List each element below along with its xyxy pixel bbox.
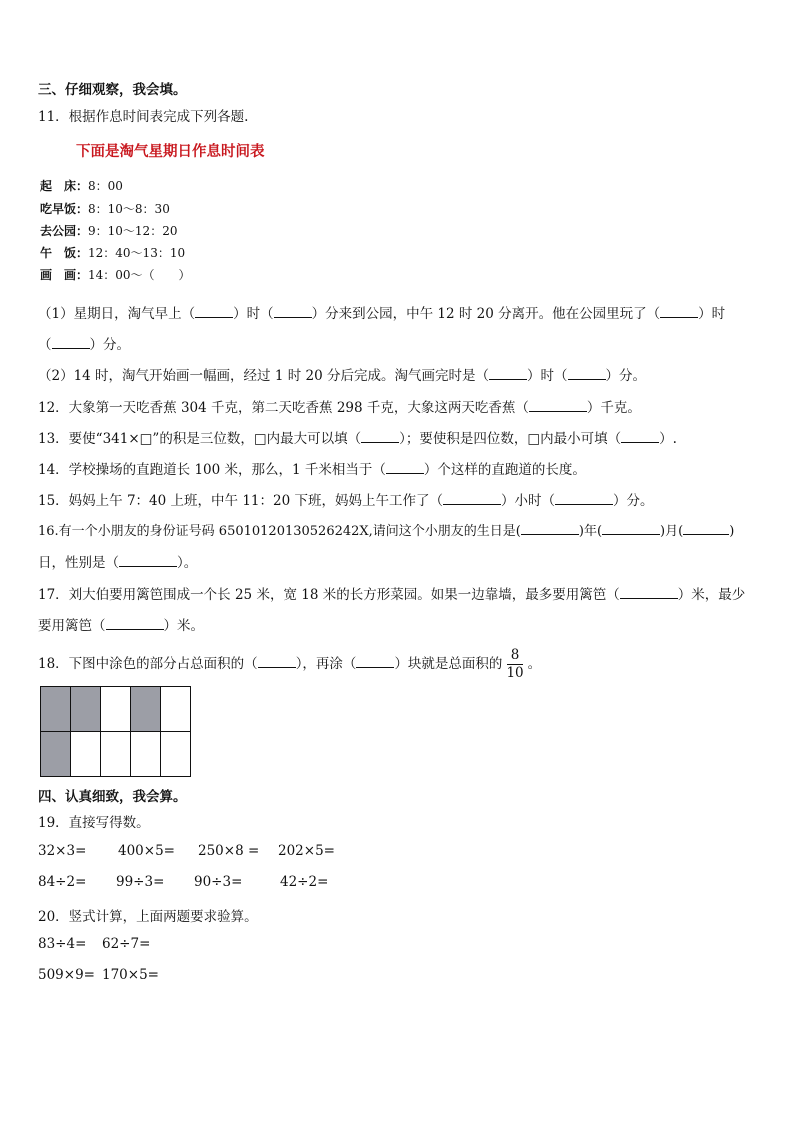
answer-blank[interactable] (274, 306, 312, 318)
question-11-1-cont: （ ）分。 (38, 337, 130, 353)
calc-row (38, 936, 150, 952)
fraction-denominator: 10 (506, 665, 524, 681)
schedule-row: 午 饭：12：40～13：10 (40, 246, 186, 260)
answer-blank[interactable] (568, 368, 606, 380)
answer-blank[interactable] (660, 306, 698, 318)
calc-item: 202×5= (278, 843, 335, 859)
answer-blank[interactable] (555, 493, 613, 505)
answer-blank[interactable] (620, 587, 678, 599)
answer-blank[interactable] (52, 337, 90, 349)
question-17-cont: 要用篱笆（ ）米。 (38, 618, 204, 634)
grid-cell (131, 732, 161, 777)
grid-cell (161, 687, 191, 732)
calc-row (38, 843, 335, 859)
calc-item: 62÷7= (102, 936, 151, 952)
question-16-cont: 日，性别是（ ）。 (38, 555, 198, 571)
grid-cell (161, 732, 191, 777)
question-12: 12．大象第一天吃香蕉 304 千克，第二天吃香蕉 298 千克，大象这两天吃香蕉（ ）千克。 (38, 400, 641, 416)
calc-row (38, 967, 159, 983)
question-17: 17．刘大伯要用篱笆围成一个长 25 米，宽 18 米的长方形菜园。如果一边靠墙，最多要用篱笆（ ）米，最少 (38, 587, 746, 603)
answer-blank[interactable] (602, 523, 660, 535)
question-11-1: （1）星期日，淘气早上（ ）时（ ）分来到公园，中午 12 时 20 分离开。他在公园里玩了（ ）时 (38, 306, 726, 322)
fraction (506, 648, 523, 681)
question-14: 14．学校操场的直跑道长 100 米，那么，1 千米相当于（ ）个这样的直跑道的长度。 (38, 462, 586, 478)
question-20-title: 20．竖式计算，上面两题要求验算。 (38, 909, 258, 925)
grid-cell-shaded (71, 687, 101, 732)
calc-item: 509×9= (38, 967, 95, 983)
answer-blank[interactable] (521, 523, 579, 535)
answer-blank[interactable] (106, 618, 164, 630)
grid-cell (71, 732, 101, 777)
fraction-numerator: 8 (510, 647, 520, 664)
question-18: 18．下图中涂色的部分占总面积的（ ），再涂（ ）块就是总面积的 $\frac{8}{10}$ 。 (38, 647, 542, 681)
question-11-title: 11．根据作息时间表完成下列各题. (38, 109, 249, 125)
calc-item: 42÷2= (280, 874, 329, 890)
calc-item: 400×5= (118, 843, 175, 859)
schedule-row: 画 画：14：00～（ ） (40, 268, 191, 282)
schedule-row: 去公园：9：10～12：20 (40, 224, 178, 238)
schedule-row: 起 床：8：00 (40, 179, 123, 193)
answer-blank[interactable] (258, 656, 296, 668)
answer-blank[interactable] (119, 555, 177, 567)
answer-blank[interactable] (529, 400, 587, 412)
calc-item: 84÷2= (38, 874, 87, 890)
question-15: 15．妈妈上午 7：40 上班，中午 11：20 下班，妈妈上午工作了（ ）小时（ ）分。 (38, 493, 654, 509)
grid-cell-shaded (41, 687, 71, 732)
answer-blank[interactable] (621, 431, 659, 443)
calc-item: 90÷3= (194, 874, 243, 890)
calc-item: 32×3= (38, 843, 87, 859)
grid-cell (101, 732, 131, 777)
question-13: 13．要使“341×□”的积是三位数，□内最大可以填（ ）；要使积是四位数，□内最小可填（ ）. (38, 431, 677, 447)
calc-item: 250×8 = (198, 843, 260, 859)
question-16: 16.有一个小朋友的身份证号码 65010120130526242X,请问这个小朋友的生日是( )年( )月( ) (38, 524, 735, 539)
grid-cell-shaded (131, 687, 161, 732)
schedule-row: 吃早饭：8：10～8：30 (40, 202, 170, 216)
schedule-heading: 下面是淘气星期日作息时间表 (76, 143, 265, 160)
answer-blank[interactable] (361, 431, 399, 443)
question-19-title: 19．直接写得数。 (38, 815, 150, 831)
answer-blank[interactable] (489, 368, 527, 380)
calc-item: 83÷4= (38, 936, 87, 952)
calc-item: 99÷3= (116, 874, 165, 890)
answer-blank[interactable] (386, 462, 424, 474)
question-11-2: （2）14 时，淘气开始画一幅画，经过 1 时 20 分后完成。淘气画完时是（ ）时（ ）分。 (38, 368, 646, 384)
answer-blank[interactable] (356, 656, 394, 668)
section-4-title: 四、认真细致，我会算。 (38, 789, 187, 805)
grid-cell-shaded (41, 732, 71, 777)
section-3-title: 三、仔细观察，我会填。 (38, 82, 187, 98)
calc-row (38, 874, 328, 890)
calc-item: 170×5= (102, 967, 159, 983)
grid-cell (101, 687, 131, 732)
shaded-grid (40, 686, 191, 777)
answer-blank[interactable] (683, 523, 729, 535)
answer-blank[interactable] (195, 306, 233, 318)
answer-blank[interactable] (443, 493, 501, 505)
